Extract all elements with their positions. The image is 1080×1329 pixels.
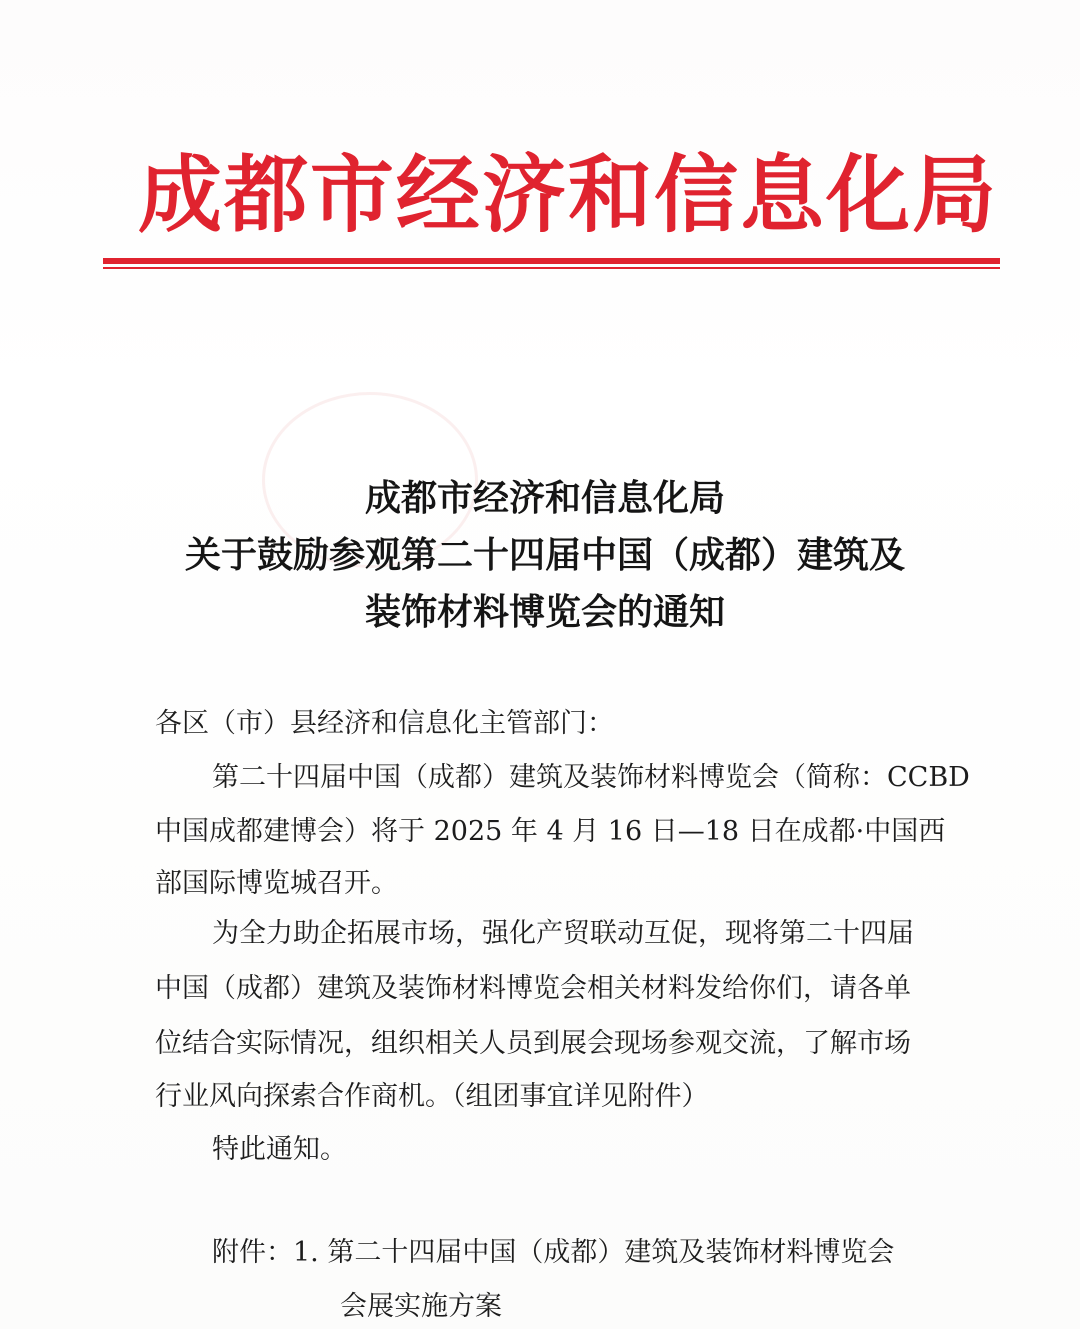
attachment-line-1: 附件：1. 第二十四届中国（成都）建筑及装饰材料博览会 (212, 1237, 895, 1268)
attachment-line-2: 会展实施方案 (340, 1291, 502, 1322)
document-title (120, 470, 970, 641)
title-line-1: 成都市经济和信息化局 (364, 477, 725, 519)
paragraph-2-line-2: 中国（成都）建筑及装饰材料博览会相关材料发给你们，请各单 (155, 973, 911, 1004)
title-line-2: 关于鼓励参观第二十四届中国（成都）建筑及 (184, 534, 905, 576)
paragraph-1-line-3: 部国际博览城召开。 (155, 868, 398, 899)
paragraph-2-line-3: 位结合实际情况，组织相关人员到展会现场参观交流，了解市场 (155, 1028, 911, 1059)
paragraph-2-line-1: 为全力助企拓展市场，强化产贸联动互促，现将第二十四届 (212, 918, 914, 949)
letterhead-title: 成都市经济和信息化局 (138, 146, 999, 244)
closing-remark: 特此通知。 (212, 1134, 347, 1165)
paragraph-1-line-1: 第二十四届中国（成都）建筑及装饰材料博览会（简称：CCBD (212, 762, 970, 793)
letterhead-red-rule-thin (103, 267, 1000, 269)
paragraph-2-line-4: 行业风向探索合作商机。（组团事宜详见附件） (155, 1081, 709, 1112)
addressee: 各区（市）县经济和信息化主管部门： (155, 708, 614, 739)
title-line-3: 装饰材料博览会的通知 (364, 591, 725, 633)
paragraph-1-line-2: 中国成都建博会）将于 2025 年 4 月 16 日—18 日在成都·中国西 (155, 816, 946, 847)
letterhead-red-rule (103, 258, 1000, 264)
